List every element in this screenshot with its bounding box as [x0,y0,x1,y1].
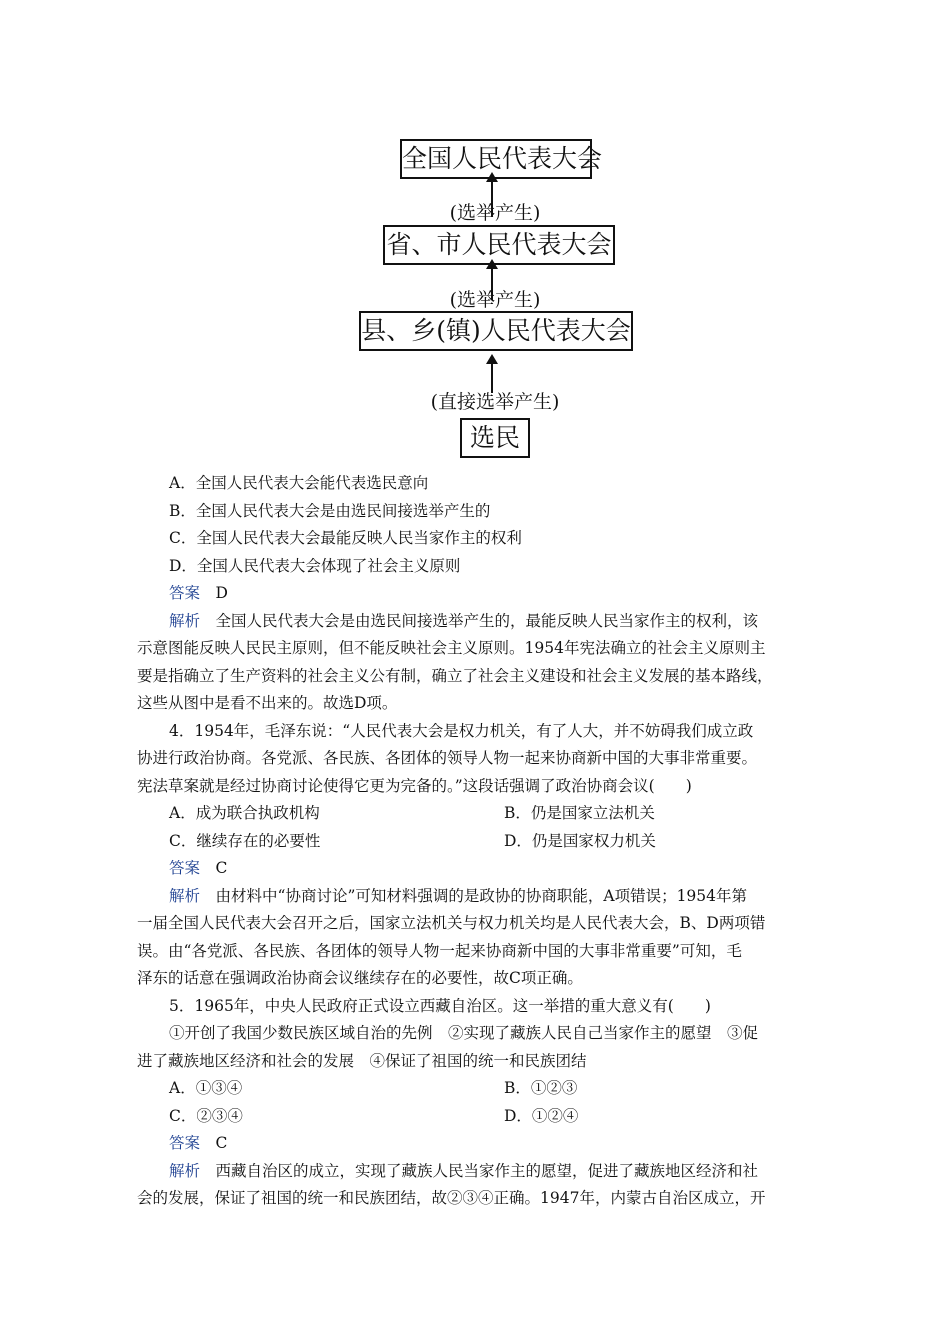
analysis-label: 解析 [169,886,201,905]
q3-analysis-line: 要是指确立了生产资料的社会主义公有制，确立了社会主义建设和社会主义发展的基本路线， [137,666,773,685]
q5-option-a: A．①③④ [169,1079,243,1097]
question-text [137,470,817,1213]
q4-analysis-line: 一届全国人民代表大会召开之后，国家立法机关与权力机关均是人民代表大会，B、D两项错 [137,914,766,932]
q3-option-c: C．全国人民代表大会最能反映人民当家作主的权利 [169,529,522,547]
q5-option-c: C．②③④ [169,1106,243,1125]
q5-answer [137,1130,817,1158]
box-county-congress: 县、乡(镇)人民代表大会 [359,311,633,351]
box-national-congress: 全国人民代表大会 [400,139,592,179]
q5-options-row [137,1075,817,1103]
q3-analysis-line [137,608,817,636]
box-voters: 选民 [460,418,530,458]
q4-stem-line: 协进行政治协商。各党派、各民族、各团体的领导人物一起来协商新中国的大事非常重要。 [137,749,758,767]
answer-value: D [215,584,228,602]
q4-option-a: A．成为联合执政机构 [169,804,320,822]
analysis-label: 解析 [169,611,201,630]
label-elected-2: (选举产生) [449,289,541,311]
answer-value: C [215,1134,228,1152]
q3-option-b: B．全国人民代表大会是由选民间接选举产生的 [169,501,491,520]
q4-option-b: B．仍是国家立法机关 [504,804,655,822]
q4-options-row [137,800,817,828]
analysis-text: 西藏自治区的成立，实现了藏族人民当家作主的愿望，促进了藏族地区经济和社 [215,1161,759,1180]
q4-option-d: D．仍是国家权力机关 [504,831,656,850]
q4-analysis-line: 误。由“各党派、各民族、各团体的领导人物一起来协商新中国的大事非常重要”可知，毛 [137,941,742,960]
analysis-text: 由材料中“协商讨论”可知材料强调的是政协的协商职能，A项错误；1954年第 [215,886,748,905]
q4-options-row [137,828,817,856]
label-elected-1: (选举产生) [449,202,541,224]
box-provincial-congress: 省、市人民代表大会 [383,225,615,265]
q5-analysis-line: 会的发展，保证了祖国的统一和民族团结，故②③④正确。1947年，内蒙古自治区成立，开 [137,1189,766,1207]
q4-analysis-line: 泽东的话意在强调政治协商会议继续存在的必要性，故C项正确。 [137,969,583,987]
q4-stem-line: 4．1954年，毛泽东说：“人民代表大会是权力机关，有了人大，并不妨碍我们成立政 [169,721,754,740]
label-direct-election: (直接选举产生) [430,391,560,413]
q5-options-row [137,1103,817,1131]
answer-label: 答案 [169,859,201,877]
q4-option-c: C．继续存在的必要性 [169,831,321,850]
q3-analysis-line: 这些从图中是看不出来的。故选D项。 [137,694,398,712]
q3-answer [137,580,817,608]
answer-value: C [215,859,228,877]
q3-analysis-line: 示意图能反映人民民主原则，但不能反映社会主义原则。1954年宪法确立的社会主义原则主 [137,639,766,657]
q5-option-d: D．①②④ [504,1106,579,1125]
q4-stem-line: 宪法草案就是经过协商讨论使得它更为完备的。”这段话强调了政治协商会议( ) [137,776,692,795]
q5-items-line: 进了藏族地区经济和社会的发展 ④保证了祖国的统一和民族团结 [137,1051,587,1070]
q5-stem: 5．1965年，中央人民政府正式设立西藏自治区。这一举措的重大意义有( ) [169,996,711,1015]
answer-label: 答案 [169,1134,201,1152]
q5-option-b: B．①②③ [504,1079,578,1097]
analysis-text: 全国人民代表大会是由选民间接选举产生的，最能反映人民当家作主的权利，该 [215,611,759,630]
answer-label: 答案 [169,584,201,602]
npc-structure-diagram [345,125,645,465]
q4-analysis-line [137,883,817,911]
q3-option-a: A．全国人民代表大会能代表选民意向 [169,474,429,492]
q3-option-d: D．全国人民代表大会体现了社会主义原则 [169,556,461,575]
q5-analysis-line [137,1158,817,1186]
analysis-label: 解析 [169,1161,201,1180]
q5-items-line: ①开创了我国少数民族区域自治的先例 ②实现了藏族人民自己当家作主的愿望 ③促 [169,1024,759,1042]
q4-answer [137,855,817,883]
